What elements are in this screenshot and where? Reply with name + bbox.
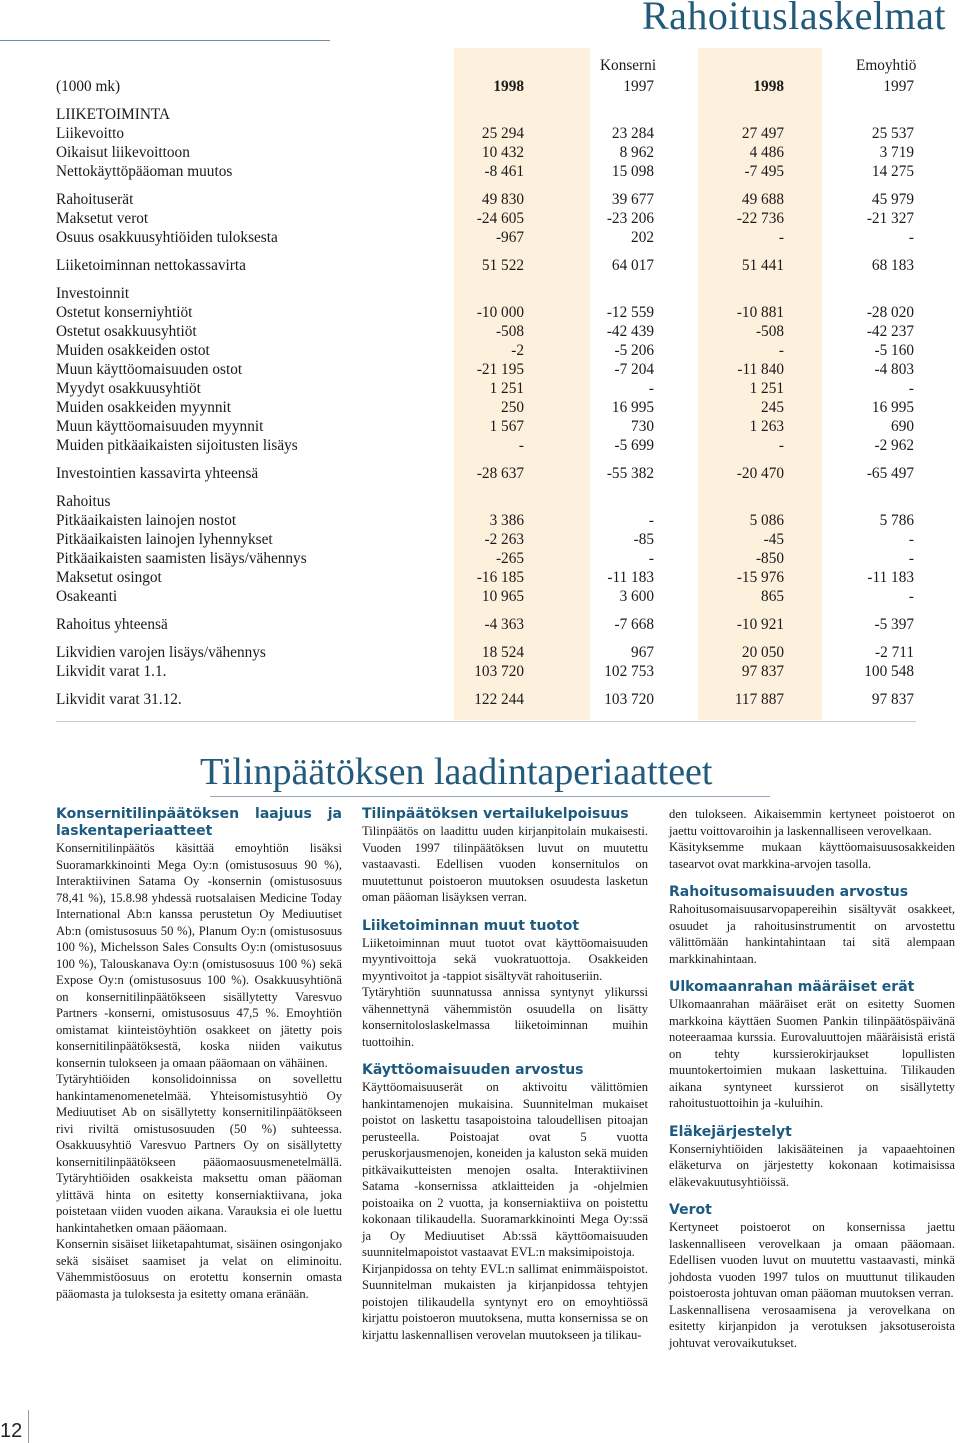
row-value: -21 327 <box>866 210 914 227</box>
row-value: -85 <box>633 531 654 548</box>
table-row <box>56 398 916 417</box>
paragraph: Kirjanpidossa on tehty EVL:n sallimat enimmäispoistot. Suunnitelman mukaisten ja kirjanpidossa tehtyjen poistojen tilikaudella syntynyt ero on emoyhtiössä kirjattu poistoeron muutoksena, mutta konsernissa se on kirjattu laskennallisen verovelan muutokseen ja tilikau- <box>362 1261 648 1342</box>
row-value: 49 688 <box>741 191 784 208</box>
row-value: 117 887 <box>734 691 784 708</box>
year-header: 1997 <box>623 78 654 95</box>
row-value: -508 <box>495 323 524 340</box>
row-value: -10 000 <box>476 304 524 321</box>
table-row <box>56 379 916 398</box>
spacer <box>362 1050 648 1062</box>
subsection-heading: Käyttöomaisuuden arvostus <box>362 1062 584 1078</box>
row-value: 5 786 <box>879 512 914 529</box>
row-value: -55 382 <box>606 465 654 482</box>
table-row <box>56 662 916 681</box>
table-row <box>56 190 916 209</box>
paragraph: Tilinpäätös on laadittu uuden kirjanpitolain mukaisesti. Vuoden 1997 tilinpäätöksen luvut on muutettu vastaavasti. Edellisen vuoden konsernitulos on muutettunut poistoeron muutoksen osuudesta lasketun oman pääoman lisäyksen verran. <box>362 824 648 904</box>
paragraph: Konsernin sisäiset liiketapahtumat, sisäinen osingonjako sekä sisäiset saamiset ja velat on eliminoitu. Vähemmistöosuus on erotettu konsernin omasta pääomasta ja tuloksesta ja esitetty omana eränään. <box>56 1237 342 1301</box>
row-label: Muiden pitkäaikaisten sijoitusten lisäys <box>56 437 298 454</box>
spacer <box>56 606 916 615</box>
year-header: 1997 <box>883 78 914 95</box>
row-value: 1 263 <box>749 418 784 435</box>
row-value: 49 830 <box>481 191 524 208</box>
row-label: Liiketoiminnan nettokassavirta <box>56 257 246 274</box>
row-label: Pitkäaikaisten saamisten lisäys/vähennys <box>56 550 307 567</box>
subsection-heading: Liiketoiminnan muut tuotot <box>362 917 580 934</box>
spacer <box>56 681 916 690</box>
page-number-rule <box>28 1410 29 1443</box>
row-value: -265 <box>495 550 524 567</box>
row-value: -2 962 <box>874 437 914 454</box>
table-row <box>56 228 916 247</box>
row-value: -508 <box>755 323 784 340</box>
subsection-heading: Tilinpäätöksen vertailukelpoisuus <box>362 806 629 822</box>
row-value: 103 720 <box>604 691 654 708</box>
section-heading: LIIKETOIMINTA <box>56 106 171 123</box>
row-value: -16 185 <box>476 569 524 586</box>
row-value: -23 206 <box>606 210 654 227</box>
row-value: - <box>778 229 784 246</box>
header-rule <box>0 40 330 41</box>
row-value: - <box>908 588 914 605</box>
row-value: 4 486 <box>749 144 784 161</box>
table-row <box>56 322 916 341</box>
spacer <box>362 906 648 918</box>
row-value: 45 979 <box>871 191 914 208</box>
row-value: -4 803 <box>874 361 914 378</box>
year-header: 1998 <box>493 78 524 95</box>
paragraph: Käyttöomaisuuserät on aktivoitu välittömien hankintamenojen mukaisina. Suunnitelman mukaiset poistot on laskettu tasapoistoina taloudellisen pitoajan perusteella. Poistoajat ovat 5 vuotta peruskorjausmenojen, koneiden ja kaluston sekä muiden pitkävaikutteisten menojen osalta. Interaktiivinen Satama -konsernissa atklaitteiden ja -ohjelmien poistoaika on 2 vuotta, ja konserniaktiiva on poistettu kokonaan tilikaudella. Suoramarkkinointi Mega Oy:ssä ja Oy Mediuutiset Ab:ssä käyttöomaisuuden suunnitelmapoistot vastaavat EVL:n maksimipoistoja. <box>362 1080 648 1259</box>
row-label: Osakeanti <box>56 588 118 605</box>
page-header <box>0 0 960 48</box>
spacer <box>56 96 916 105</box>
row-value: -11 840 <box>737 361 784 378</box>
row-value: 245 <box>761 399 784 416</box>
row-value: -11 183 <box>867 569 914 586</box>
row-value: 102 753 <box>604 663 654 680</box>
row-value: - <box>778 342 784 359</box>
row-value: 1 567 <box>489 418 524 435</box>
group-header-row <box>56 58 916 77</box>
row-value: 103 720 <box>474 663 524 680</box>
row-value: - <box>648 380 654 397</box>
spacer <box>669 1190 955 1202</box>
row-value: -65 497 <box>866 465 914 482</box>
subsection-heading: Konsernitilinpäätöksen laajuus ja laskentaperiaatteet <box>56 806 342 839</box>
spacer <box>56 247 916 256</box>
row-value: 122 244 <box>474 691 524 708</box>
table-row <box>56 209 916 228</box>
page-title: Rahoituslaskelmat <box>641 0 946 38</box>
table-row <box>56 124 916 143</box>
row-value: 5 086 <box>749 512 784 529</box>
section-heading-row <box>56 284 916 303</box>
row-value: -20 470 <box>736 465 784 482</box>
row-value: - <box>648 550 654 567</box>
row-value: 18 524 <box>481 644 524 661</box>
row-value: -11 183 <box>607 569 654 586</box>
year-header-row <box>56 77 916 96</box>
row-value: 64 017 <box>611 257 654 274</box>
table-row <box>56 256 916 275</box>
row-value: -21 195 <box>476 361 524 378</box>
table-row <box>56 549 916 568</box>
row-value: -42 439 <box>606 323 654 340</box>
row-label: Maksetut verot <box>56 210 149 227</box>
row-value: -4 363 <box>484 616 524 633</box>
row-value: -10 881 <box>736 304 784 321</box>
row-label: Rahoitus yhteensä <box>56 616 168 633</box>
row-value: - <box>908 550 914 567</box>
row-label: Muiden osakkeiden myynnit <box>56 399 232 416</box>
row-value: -5 206 <box>614 342 654 359</box>
table-row <box>56 360 916 379</box>
row-value: 14 275 <box>871 163 914 180</box>
row-value: -28 020 <box>866 304 914 321</box>
section-title-rule <box>210 796 770 797</box>
row-value: 23 284 <box>611 125 654 142</box>
row-label: Myydyt osakkuusyhtiöt <box>56 380 201 397</box>
spacer <box>56 181 916 190</box>
table-row <box>56 143 916 162</box>
section-heading: Investoinnit <box>56 285 130 302</box>
row-value: -2 263 <box>484 531 524 548</box>
row-value: - <box>908 380 914 397</box>
row-label: Likvidit varat 1.1. <box>56 663 167 680</box>
row-value: -7 204 <box>614 361 654 378</box>
row-label: Osuus osakkuusyhtiöiden tuloksesta <box>56 229 278 246</box>
row-value: -8 461 <box>484 163 524 180</box>
group-emoyhtio: Emoyhtiö <box>856 57 917 74</box>
table-row <box>56 341 916 360</box>
text-column-2 <box>362 806 648 1343</box>
row-value: 97 837 <box>741 663 784 680</box>
section-heading-row <box>56 492 916 511</box>
row-value: -12 559 <box>606 304 654 321</box>
subsection-heading: Eläkejärjestelyt <box>669 1123 792 1140</box>
table-row <box>56 162 916 181</box>
table-bottom-rule <box>56 721 916 722</box>
table-row <box>56 464 916 483</box>
table-row <box>56 690 916 709</box>
row-label: Maksetut osingot <box>56 569 162 586</box>
page-number: 12 <box>0 1420 23 1442</box>
subsection-heading: Verot <box>669 1202 712 1218</box>
row-value: -7 668 <box>614 616 654 633</box>
section-title: Tilinpäätöksen laadintaperiaatteet <box>200 751 713 793</box>
row-label: Muun käyttöomaisuuden myynnit <box>56 418 264 435</box>
row-label: Muun käyttöomaisuuden ostot <box>56 361 243 378</box>
table-row <box>56 643 916 662</box>
spacer <box>669 967 955 979</box>
row-label: Ostetut osakkuusyhtiöt <box>56 323 197 340</box>
row-label: Likvidien varojen lisäys/vähennys <box>56 644 266 661</box>
row-value: 16 995 <box>611 399 654 416</box>
row-value: -2 711 <box>875 644 914 661</box>
row-value: -42 237 <box>866 323 914 340</box>
row-label: Pitkäaikaisten lainojen lyhennykset <box>56 531 273 548</box>
row-value: 16 995 <box>871 399 914 416</box>
year-header: 1998 <box>753 78 784 95</box>
row-label: Rahoituserät <box>56 191 134 208</box>
row-value: 3 386 <box>489 512 524 529</box>
row-label: Ostetut konserniyhtiöt <box>56 304 193 321</box>
row-value: 202 <box>631 229 654 246</box>
unit-label: (1000 mk) <box>56 78 121 95</box>
row-value: 250 <box>501 399 524 416</box>
row-value: 97 837 <box>871 691 914 708</box>
group-konserni: Konserni <box>600 57 657 74</box>
row-value: 10 432 <box>481 144 524 161</box>
row-value: 100 548 <box>864 663 914 680</box>
row-value: 51 522 <box>481 257 524 274</box>
row-value: -24 605 <box>476 210 524 227</box>
row-value: 15 098 <box>611 163 654 180</box>
spacer <box>56 455 916 464</box>
row-label: Liikevoitto <box>56 125 124 142</box>
paragraph: Käsityksemme mukaan käyttöomaisuusosakkeiden tasearvot ovat markkina-arvojen tasolla. <box>669 840 955 871</box>
paragraph: Rahoitusomaisuusarvopapereihin sisältyvät osakkeet, osuudet ja rahoitusinstrumentit on arvostettu välittömään hankintahintaan tai sitä alempaan markkinahintaan. <box>669 902 955 966</box>
paragraph: Liiketoiminnan muut tuotot ovat käyttöomaisuuden myyntivoittoja sekä vuokratuottoja. Osakkeiden myyntivoitot ja -tappiot sisältyvät rahoituseriin. <box>362 935 648 983</box>
row-value: 865 <box>761 588 784 605</box>
row-value: 1 251 <box>749 380 784 397</box>
row-label: Oikaisut liikevoittoon <box>56 144 190 161</box>
section-heading-row <box>56 105 916 124</box>
table-row <box>56 530 916 549</box>
row-value: 68 183 <box>871 257 914 274</box>
row-value: -5 397 <box>874 616 914 633</box>
row-value: -5 160 <box>874 342 914 359</box>
spacer <box>56 483 916 492</box>
spacer <box>56 275 916 284</box>
row-value: -967 <box>495 229 524 246</box>
row-value: 25 537 <box>871 125 914 142</box>
row-value: -2 <box>511 342 524 359</box>
row-value: -15 976 <box>736 569 784 586</box>
spacer <box>669 1112 955 1124</box>
row-label: Likvidit varat 31.12. <box>56 691 182 708</box>
row-label: Investointien kassavirta yhteensä <box>56 465 259 482</box>
row-value: 10 965 <box>481 588 524 605</box>
paragraph: Tytäryhtiön suunnatussa annissa syntynyt ylikurssi vähennettynä vähemmistön osuudella on lisätty konsernitoloslaskelmassa liiketoiminnan muihin tuottoihin. <box>362 985 648 1049</box>
table-row <box>56 417 916 436</box>
row-value: 51 441 <box>741 257 784 274</box>
paragraph: den tulokseen. Aikaisemmin kertyneet poistoerot on jaettu voittovaroihin ja laskennalliseen verovelkaan. <box>669 807 955 838</box>
row-value: - <box>908 229 914 246</box>
row-label: Muiden osakkeiden ostot <box>56 342 210 359</box>
text-column-1 <box>56 806 342 1302</box>
table-row <box>56 303 916 322</box>
table-row <box>56 436 916 455</box>
row-value: -850 <box>755 550 784 567</box>
row-value: - <box>518 437 524 454</box>
paragraph: Tytäryhtiöiden konsolidoinnissa on sovellettu hankintamenomenetelmää. Yhteisomistusyhtiö Oy Mediuutiset Ab on sisällytetty konsernitilinpäätökseen rivi riviltä omistusosuuden (50 %) suhteessa. Osakkuusyhtiö Varesvuo Partners Oy on sisällytetty konsernitilinpäätökseen pääomaosuusmenetelmällä. Tytäryhtiöiden osakkeista maksettu oman pääoman ylittävä hinta on esitetty konserniaktiivana, joka poistetaan viiden vuoden aikana. Varauksia ei ole luettu hankintahetken omaan pääomaan. <box>56 1072 342 1235</box>
cash-flow-statement <box>56 58 916 709</box>
row-label: Nettokäyttöpääoman muutos <box>56 163 233 180</box>
row-value: 27 497 <box>741 125 784 142</box>
row-value: 730 <box>631 418 654 435</box>
paragraph: Konsernitilinpäätös käsittää emoyhtiön lisäksi Suoramarkkinointi Mega Oy:n (omistusosuus 90 %), Interaktiivinen Satama Oy -konsernin (omistusosuus 78,41 %), 15.8.98 yhdessä ruotsalaisen Medicine Today International Ab:n kanssa perustetun Oy Mediuutiset Ab:n (omistusosuus 50 %), Planum Oy:n (omistusosuus 100 %), Michelsson Sales Consults Oy:n (omistusosuus 100 %), Talouskanava Oy:n (omistusosuus 100 %) sekä Expose Oy:n (omistusosuus 100 %). Osakkuusyhtiönä on konsernitilinpäätökseen sisällytetty Varesvuo Partners -konserni, omistusosuus 47,5 %. Emoyhtiön omistamat kiinteistöyhtiön osakkeet on jätetty pois konsernitilinpäätöksestä, koska niiden vaikutus konsernin tulokseen ja omaan pääomaan on vähäinen. <box>56 841 342 1070</box>
paragraph: Kertyneet poistoerot on konsernissa jaettu laskennalliseen verovelkaan ja omaan pääomaan. Edellisen vuoden luvut on muutettu vastaavasti, minkä johdosta vuoden 1997 tulos on muuttunut tilikauden poistoerosta johtuvan oman pääoman muutoksen verran. <box>669 1220 955 1300</box>
row-value: -22 736 <box>736 210 784 227</box>
spacer <box>56 634 916 643</box>
row-value: -45 <box>763 531 784 548</box>
subsection-heading: Ulkomaanrahan määräiset erät <box>669 979 915 995</box>
row-value: -10 921 <box>736 616 784 633</box>
row-value: - <box>778 437 784 454</box>
row-value: - <box>648 512 654 529</box>
row-label: Pitkäaikaisten lainojen nostot <box>56 512 237 529</box>
section-heading: Rahoitus <box>56 493 111 510</box>
spacer <box>669 872 955 884</box>
paragraph: Laskennallisena verosaamisena ja verovelkana on esitetty kirjanpidon ja verotuksen jaksotuseroista johtuvat verovaikutukset. <box>669 1302 955 1350</box>
row-value: 690 <box>891 418 914 435</box>
row-value: 3 600 <box>619 588 654 605</box>
row-value: -7 495 <box>744 163 784 180</box>
table-row <box>56 587 916 606</box>
row-value: 20 050 <box>741 644 784 661</box>
row-value: - <box>908 531 914 548</box>
row-value: -28 637 <box>476 465 524 482</box>
row-value: 8 962 <box>619 144 654 161</box>
row-value: 1 251 <box>489 380 524 397</box>
subsection-heading: Rahoitusomaisuuden arvostus <box>669 884 909 900</box>
table-row <box>56 615 916 634</box>
row-value: 25 294 <box>481 125 524 142</box>
row-value: 3 719 <box>879 144 914 161</box>
row-value: 39 677 <box>611 191 654 208</box>
row-value: 967 <box>631 644 654 661</box>
row-value: -5 699 <box>614 437 654 454</box>
statement-sections <box>56 105 916 709</box>
paragraph: Konserniyhtiöiden lakisääteinen ja vapaaehtoinen eläketurva on järjestetty kokonaan kotimaisissa eläkevakuutusyhtiöissä. <box>669 1141 955 1189</box>
text-column-3 <box>669 806 955 1351</box>
table-row <box>56 511 916 530</box>
paragraph: Ulkomaanrahan määräiset erät on esitetty Suomen markkoina käyttäen Suomen Pankin tilinpäätöspäivänä noteeraamaa kurssia. Eurovaluuttojen määräisistä eristä on tehty kurssierokirjaukset lopullisten muuntokertoimien mukaan laskettuina. Tilikauden aikana syntyneet kurssierot on sisällytetty rahoitustuottoihin ja -kuluihin. <box>669 997 955 1110</box>
table-row <box>56 568 916 587</box>
